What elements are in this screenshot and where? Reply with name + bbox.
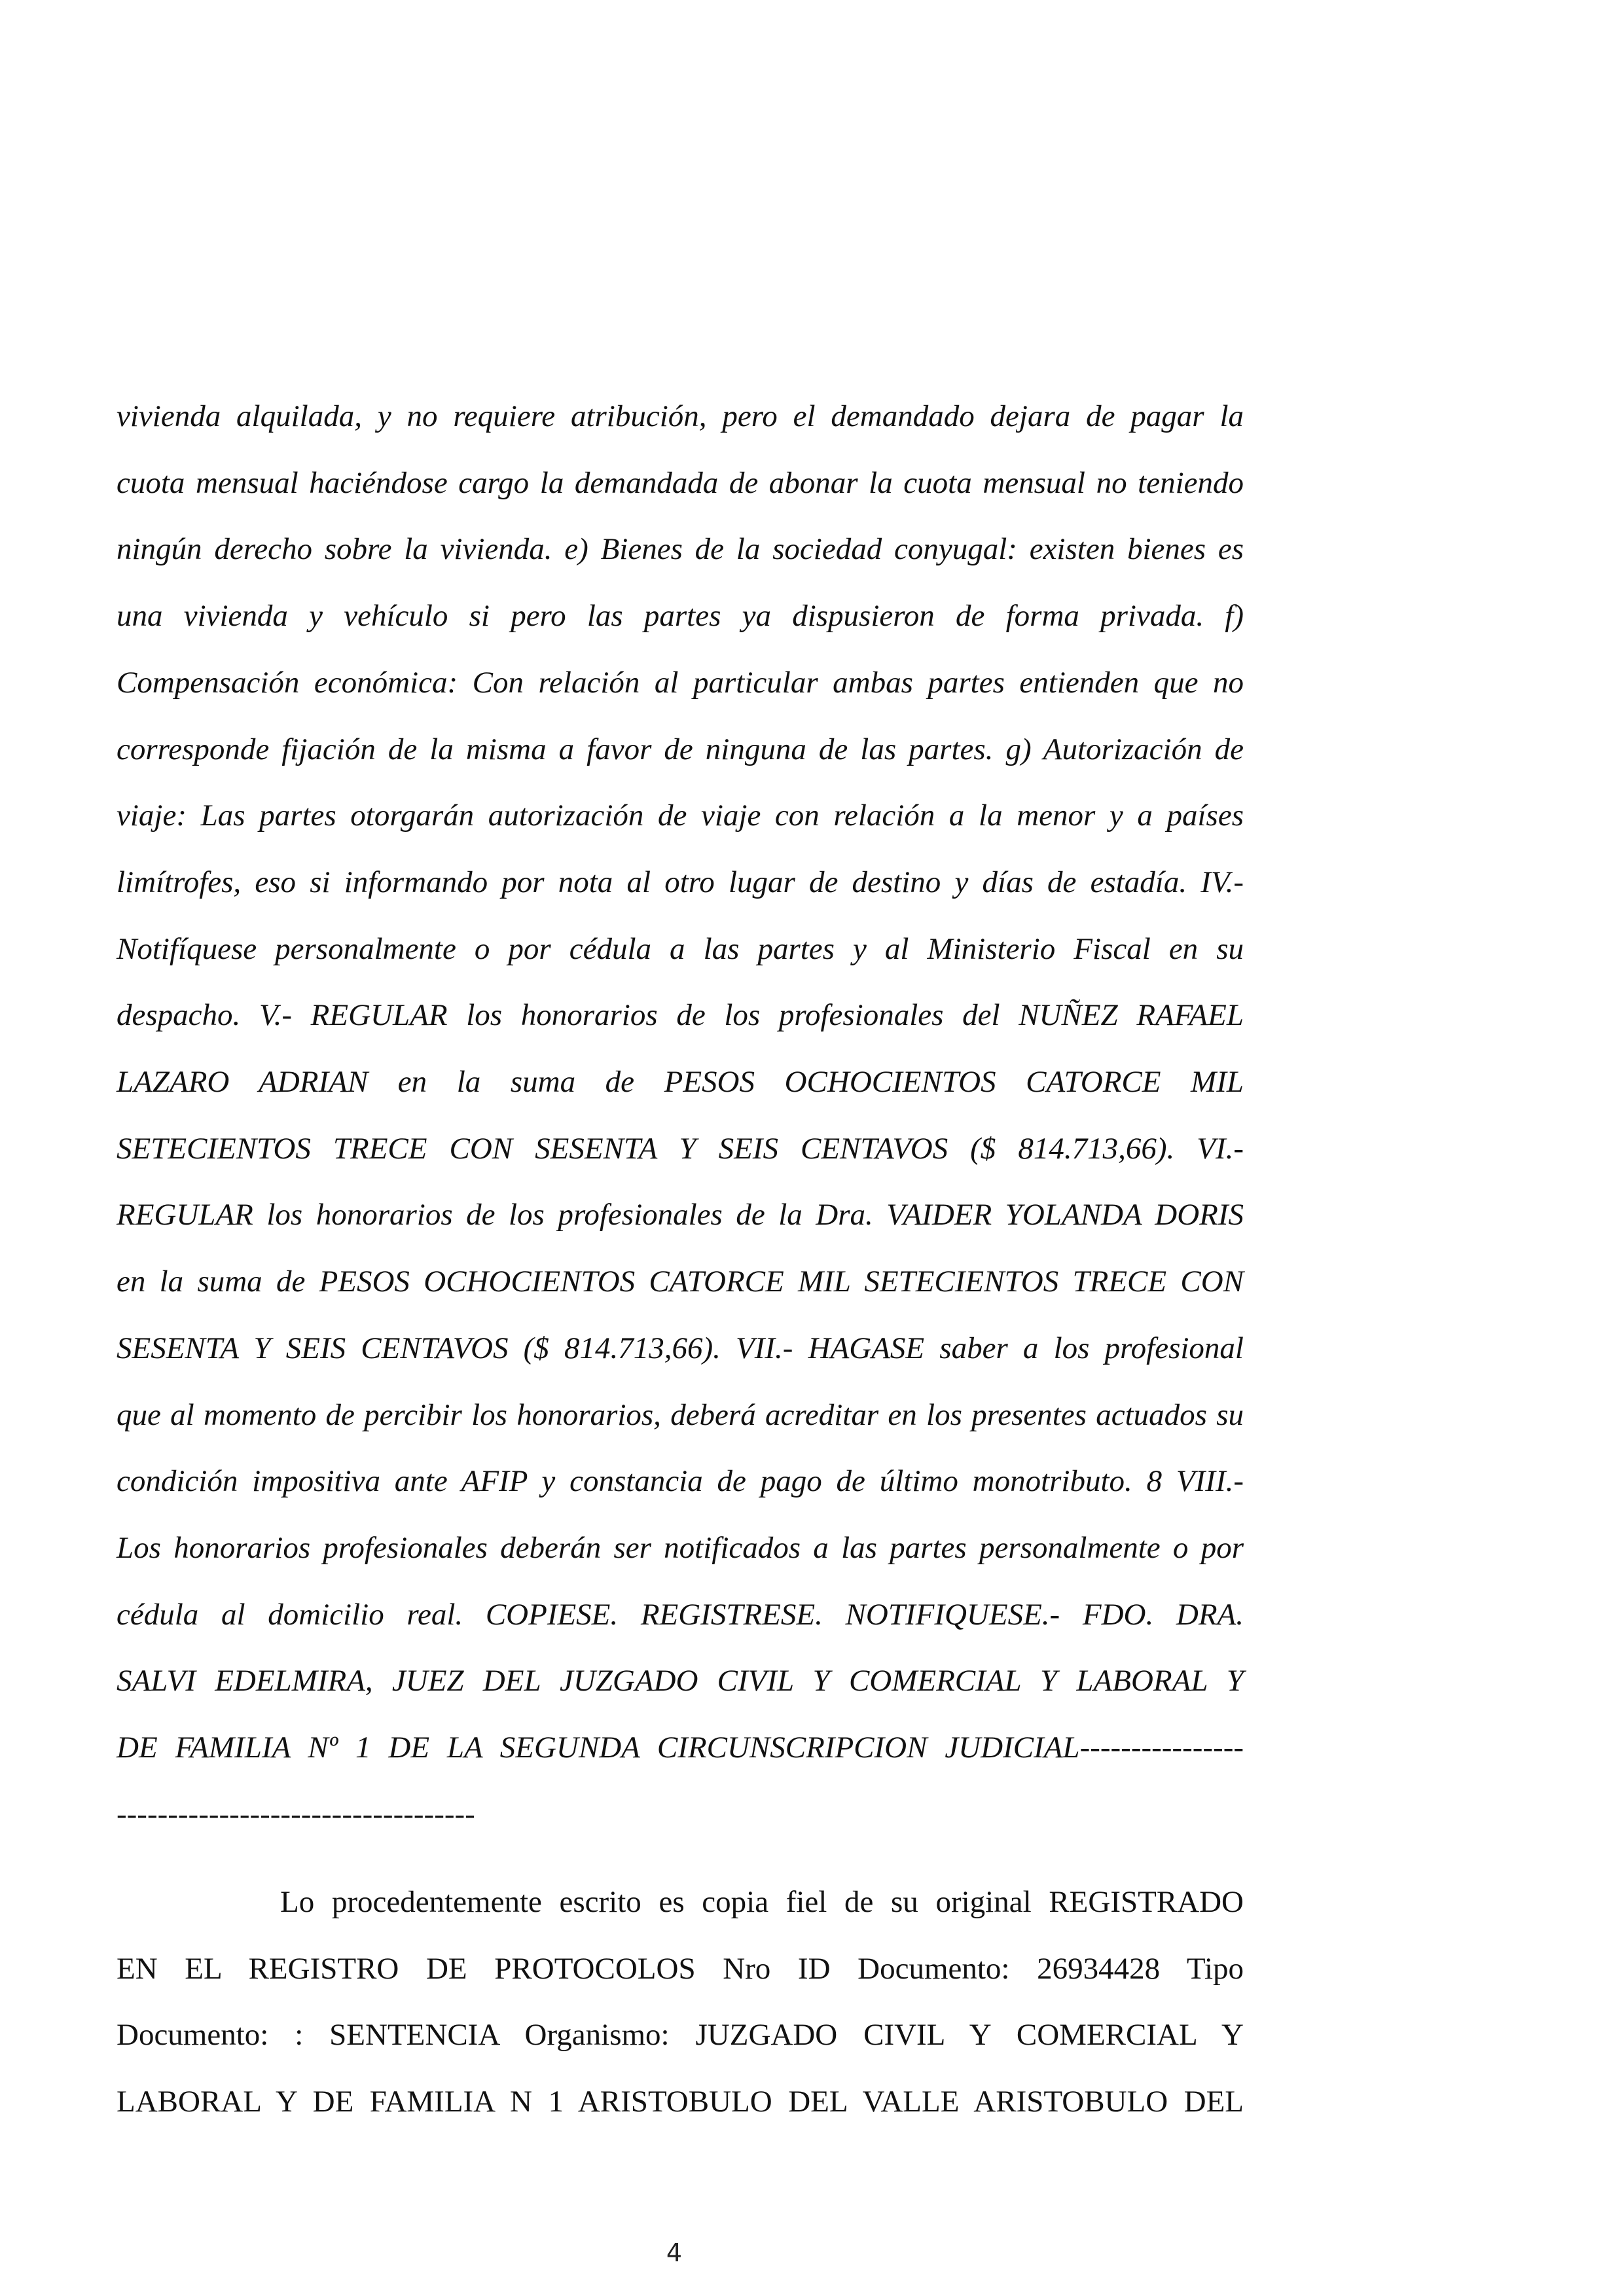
resolution-line: LAZARO ADRIAN en la suma de PESOS OCHOCIENTOS CATORCE MIL xyxy=(117,1065,1244,1100)
resolution-line: Notifíquese personalmente o por cédula a las partes y al Ministerio Fiscal en su xyxy=(117,931,1244,966)
certification-line: LABORAL Y DE FAMILIA N 1 ARISTOBULO DEL VALLE ARISTOBULO DEL xyxy=(117,2085,1244,2119)
resolution-line: que al momento de percibir los honorarios, deberá acreditar en los presentes actuados su xyxy=(117,1397,1244,1432)
dashed-separator-line: ----------------------------------- xyxy=(117,1797,475,1831)
resolution-line: limítrofes, eso si informando por nota al otro lugar de destino y días de estadía. IV.- xyxy=(117,865,1244,899)
certification-text xyxy=(117,1869,1244,2136)
resolution-line: una vivienda y vehículo si pero las partes ya dispusieron de forma privada. f) xyxy=(117,599,1244,634)
certification-line: EN EL REGISTRO DE PROTOCOLOS Nro ID Documento: 26934428 Tipo xyxy=(117,1951,1244,1986)
resolution-line: condición impositiva ante AFIP y constancia de pago de último monotributo. 8 VIII.- xyxy=(117,1464,1244,1499)
resolution-line: ningún derecho sobre la vivienda. e) Bienes de la sociedad conyugal: existen bienes es xyxy=(117,532,1244,567)
resolution-text xyxy=(117,384,1244,1848)
certification-line: Lo procedentemente escrito es copia fiel de su original REGISTRADO xyxy=(280,1885,1244,1919)
resolution-line: en la suma de PESOS OCHOCIENTOS CATORCE MIL SETECIENTOS TRECE CON xyxy=(117,1265,1244,1299)
resolution-line: corresponde fijación de la misma a favor de ninguna de las partes. g) Autorización de xyxy=(117,732,1244,766)
resolution-line: Compensación económica: Con relación al particular ambas partes entienden que no xyxy=(117,665,1244,700)
resolution-line: REGULAR los honorarios de los profesionales de la Dra. VAIDER YOLANDA DORIS xyxy=(117,1198,1244,1232)
resolution-line: vivienda alquilada, y no requiere atribución, pero el demandado dejara de pagar la xyxy=(117,399,1244,433)
resolution-line: SALVI EDELMIRA, JUEZ DEL JUZGADO CIVIL Y COMERCIAL Y LABORAL Y xyxy=(117,1664,1244,1698)
resolution-line: Los honorarios profesionales deberán ser notificados a las partes personalmente o por xyxy=(117,1530,1244,1565)
resolution-line: viaje: Las partes otorgarán autorización de viaje con relación a la menor y a países xyxy=(117,798,1244,833)
certification-line: Documento: : SENTENCIA Organismo: JUZGADO CIVIL Y COMERCIAL Y xyxy=(117,2018,1244,2053)
resolution-line: SETECIENTOS TRECE CON SESENTA Y SEIS CENTAVOS ($ 814.713,66). VI.- xyxy=(117,1131,1244,1166)
resolution-line: cuota mensual haciéndose cargo la demandada de abonar la cuota mensual no teniendo xyxy=(117,465,1244,500)
resolution-line: despacho. V.- REGULAR los honorarios de los profesionales del NUÑEZ RAFAEL xyxy=(117,998,1244,1033)
resolution-line: SESENTA Y SEIS CENTAVOS ($ 814.713,66). VII.- HAGASE saber a los profesional xyxy=(117,1331,1244,1365)
page-number: 4 xyxy=(666,2238,683,2267)
resolution-line: DE FAMILIA Nº 1 DE LA SEGUNDA CIRCUNSCRIPCION JUDICIAL---------------- xyxy=(117,1731,1244,1765)
resolution-line: cédula al domicilio real. COPIESE. REGISTRESE. NOTIFIQUESE.- FDO. DRA. xyxy=(117,1597,1244,1632)
